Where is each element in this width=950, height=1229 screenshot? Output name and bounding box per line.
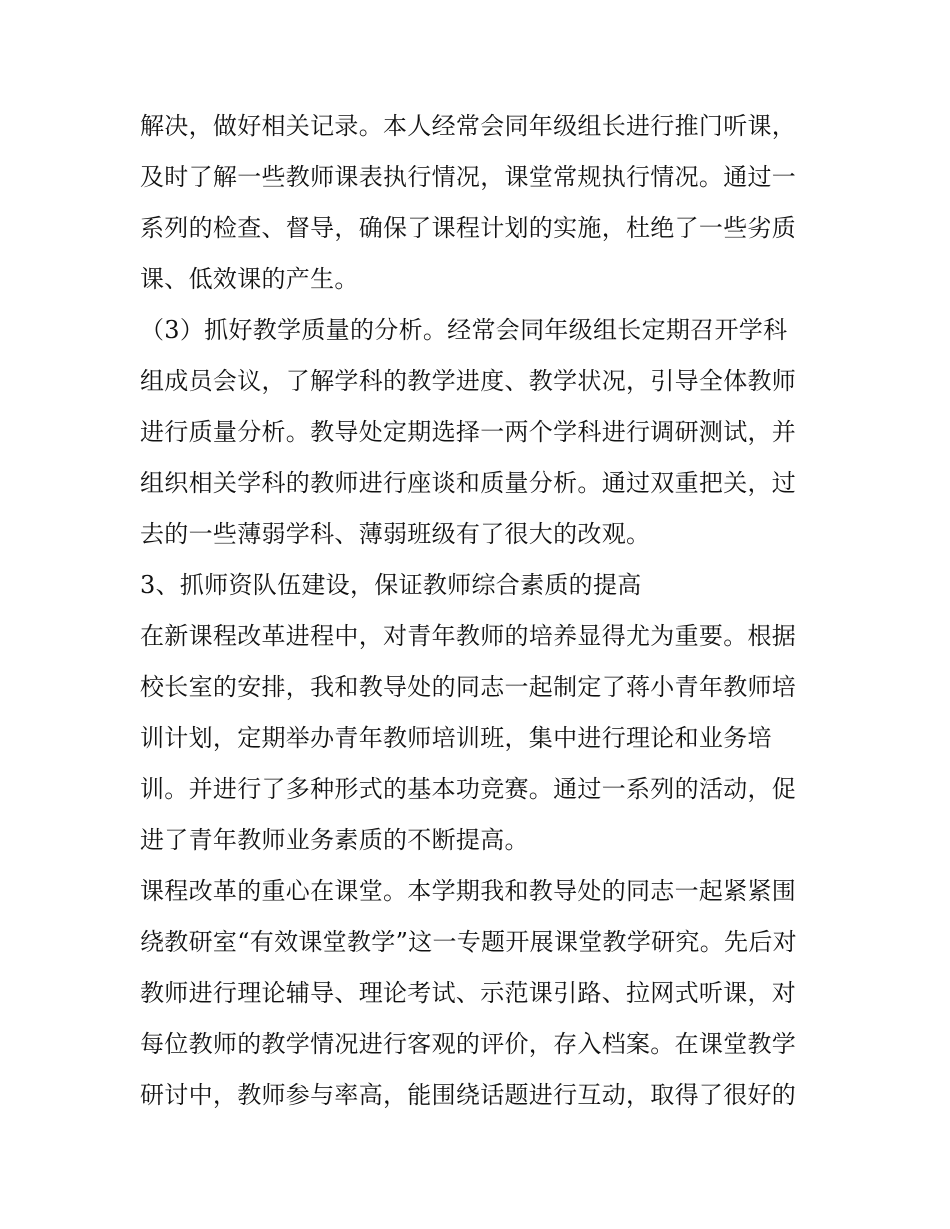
text-line: 系列的检查、督导，确保了课程计划的实施，杜绝了一些劣质 xyxy=(140,214,797,242)
text-line: 绕教研室“有效课堂教学”这一专题开展课堂教学研究。先后对 xyxy=(140,928,797,956)
text-line: 及时了解一些教师课表执行情况，课堂常规执行情况。通过一 xyxy=(140,163,797,191)
text-line: 训计划，定期举办青年教师培训班，集中进行理论和业务培 xyxy=(140,724,772,752)
text-line: 课、低效课的产生。 xyxy=(140,265,359,293)
text-line: 进行质量分析。教导处定期选择一两个学科进行调研测试，并 xyxy=(140,418,797,446)
text-line: 研讨中，教师参与率高，能围绕话题进行互动，取得了很好的 xyxy=(140,1081,797,1109)
text-line: 训。并进行了多种形式的基本功竞赛。通过一系列的活动，促 xyxy=(140,775,797,803)
text-line: 每位教师的教学情况进行客观的评价，存入档案。在课堂教学 xyxy=(140,1030,797,1058)
text-line: （3）抓好教学质量的分析。经常会同年级组长定期召开学科 xyxy=(140,316,788,344)
text-line: 组织相关学科的教师进行座谈和质量分析。通过双重把关，过 xyxy=(140,469,797,497)
text-line: 教师进行理论辅导、理论考试、示范课引路、拉网式听课，对 xyxy=(140,979,797,1007)
text-line: 解决，做好相关记录。本人经常会同年级组长进行推门听课， xyxy=(140,112,797,140)
text-line: 去的一些薄弱学科、薄弱班级有了很大的改观。 xyxy=(140,520,651,548)
text-line: 校长室的安排，我和教导处的同志一起制定了蒋小青年教师培 xyxy=(140,673,797,701)
text-line: 组成员会议，了解学科的教学进度、教学状况，引导全体教师 xyxy=(140,367,797,395)
text-line: 进了青年教师业务素质的不断提高。 xyxy=(140,826,529,854)
text-line: 课程改革的重心在课堂。本学期我和教导处的同志一起紧紧围 xyxy=(140,877,797,905)
section-heading: 3、抓师资队伍建设，保证教师综合素质的提高 xyxy=(140,571,642,599)
text-line: 在新课程改革进程中，对青年教师的培养显得尤为重要。根据 xyxy=(140,622,797,650)
